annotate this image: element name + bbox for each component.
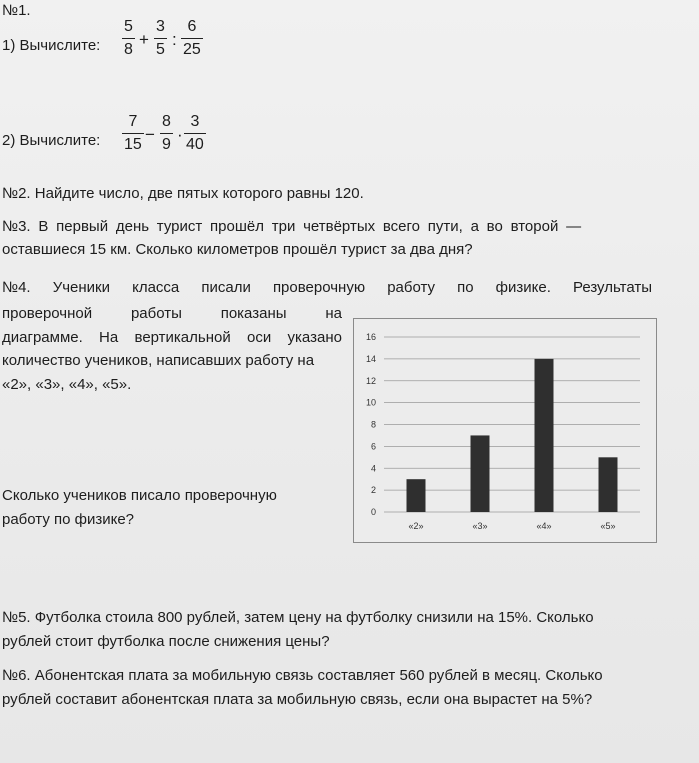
task1-part1-label: 1) Вычислите: [2, 37, 101, 54]
task6-line1: №6. Абонентская плата за мобильную связь составляет 560 рублей в месяц. Сколько [2, 667, 603, 684]
task2-text: №2. Найдите число, две пятых которого равны 120. [2, 185, 364, 202]
numerator: 3 [156, 18, 165, 35]
plus-sign: + [139, 30, 149, 49]
fraction-6-25 [181, 19, 203, 58]
task4-word: Результаты [572, 279, 652, 296]
task4-word: физике. [495, 279, 551, 296]
y-tick-label: 4 [370, 463, 376, 474]
task4-word: по [457, 279, 474, 296]
fraction-3-40 [184, 114, 206, 153]
bar [599, 457, 618, 512]
task4-word: работу [387, 279, 436, 296]
task3-line2: оставшиеся 15 км. Сколько километров прошёл турист за два дня? [2, 241, 473, 258]
task4-line3 [2, 329, 342, 347]
denominator: 8 [124, 41, 133, 59]
task4-line2 [2, 305, 342, 323]
task3-line1 [2, 218, 650, 236]
task4-line1 [2, 279, 652, 297]
task3-line1-text: №3. В первый день турист прошёл три четвёртых всего пути, а во второй — [2, 218, 582, 235]
task4-word: показаны [220, 305, 287, 322]
numerator: 5 [124, 18, 133, 35]
numerator: 8 [162, 113, 171, 130]
minus-sign: − [145, 125, 155, 144]
task4-word: диаграмме. [2, 329, 83, 346]
task4-question-line1: Сколько учеников писало проверочную [2, 487, 277, 504]
bar-chart [353, 318, 657, 543]
task4-line5: «2», «3», «4», «5». [2, 376, 132, 393]
multiply-dot: · [177, 125, 183, 144]
task5-line1: №5. Футболка стоила 800 рублей, затем цену на футболку снизили на 15%. Сколько [2, 609, 594, 626]
divide-sign: : [172, 30, 177, 49]
bar-chart-svg [354, 319, 656, 542]
task4-word: вертикальной [134, 329, 231, 346]
task1-part2-label: 2) Вычислите: [2, 132, 101, 149]
task4-word: оси [247, 329, 272, 346]
bar [471, 435, 490, 512]
task4-word: №4. [2, 279, 31, 296]
task4-word: На [99, 329, 119, 346]
task4-line4: количество учеников, написавших работу на [2, 352, 315, 369]
y-tick-label: 10 [365, 397, 376, 408]
numerator: 7 [128, 113, 138, 130]
task4-word: работы [130, 305, 182, 322]
fraction-8-9 [160, 114, 173, 153]
bar [535, 359, 554, 512]
task4-word: Ученики [52, 279, 110, 296]
x-tick-label: «4» [536, 521, 552, 531]
y-tick-label: 12 [365, 375, 376, 386]
fraction-5-8 [122, 19, 135, 58]
x-tick-label: «2» [408, 521, 424, 531]
y-tick-label: 8 [370, 419, 376, 430]
denominator: 25 [183, 41, 201, 59]
task5-line2: рублей стоит футболка после снижения цены? [2, 633, 330, 650]
task4-word: указано [287, 329, 342, 346]
numerator: 6 [187, 18, 197, 35]
fraction-3-5 [154, 19, 167, 58]
bar [407, 479, 426, 512]
y-tick-label: 14 [365, 353, 376, 364]
y-tick-label: 0 [370, 507, 376, 517]
x-tick-label: «3» [472, 521, 488, 531]
numerator: 3 [190, 113, 200, 130]
x-tick-label: «5» [600, 521, 616, 531]
fraction-7-15 [122, 114, 144, 153]
task1-header: №1. [2, 2, 31, 19]
y-tick-label: 16 [365, 332, 376, 342]
task4-word: класса [132, 279, 180, 296]
denominator: 15 [124, 136, 142, 154]
task4-word: проверочной [2, 305, 93, 322]
denominator: 9 [162, 136, 171, 154]
denominator: 40 [186, 136, 204, 154]
task4-word: проверочную [272, 279, 366, 296]
task6-line2: рублей составит абонентская плата за мобильную связь, если она вырастет на 5%? [2, 691, 593, 708]
y-tick-label: 2 [370, 485, 376, 496]
task4-word: на [325, 305, 342, 322]
task4-word: писали [201, 279, 251, 296]
y-tick-label: 6 [370, 441, 376, 452]
task4-question-line2: работу по физике? [2, 511, 135, 528]
denominator: 5 [156, 41, 165, 59]
